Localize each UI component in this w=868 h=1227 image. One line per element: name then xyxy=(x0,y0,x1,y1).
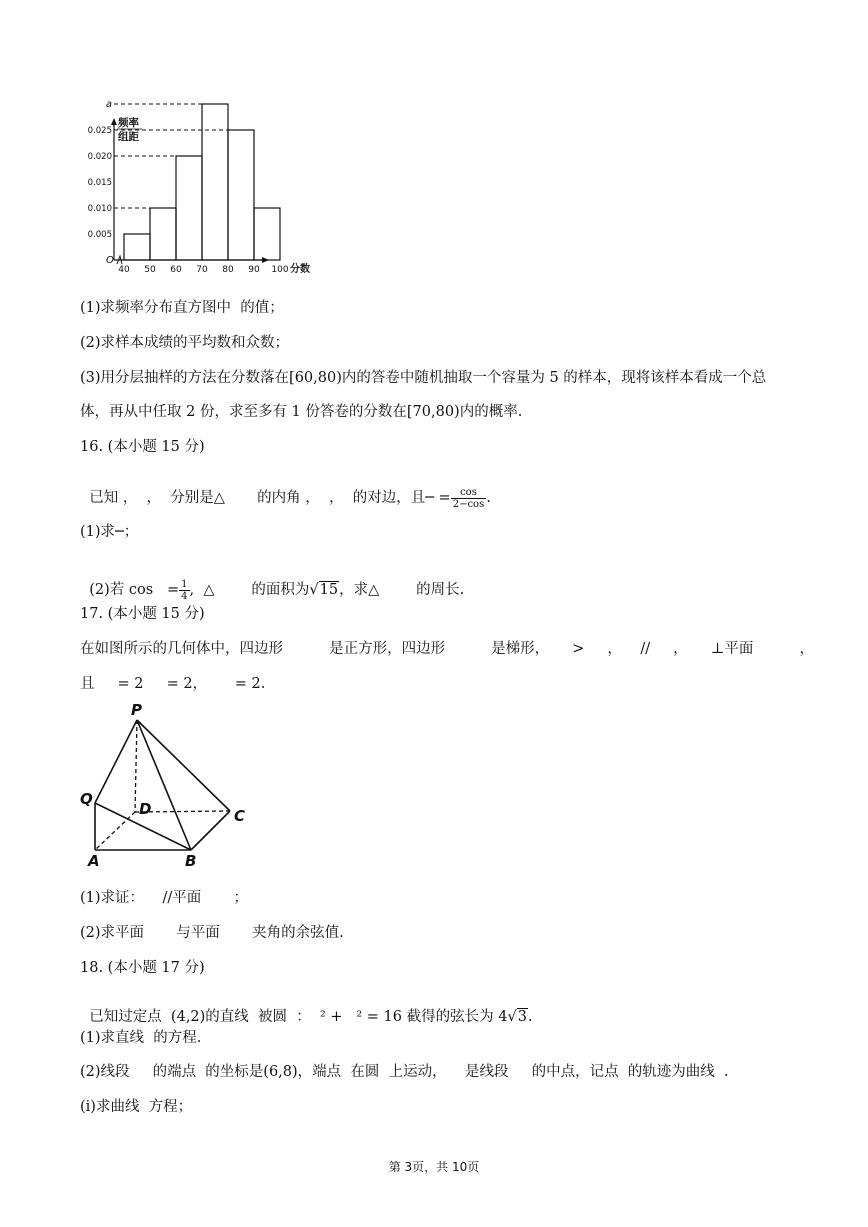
y-tick-label: 0.005 xyxy=(87,230,112,240)
edge-PB xyxy=(137,720,191,850)
page-footer: 第 3页，共 10页 xyxy=(388,1160,480,1174)
frequency-histogram xyxy=(78,99,310,282)
q18-condition-text: 已知过定点 (4,2)的直线 被圆 ： ² + ² = 16 截得的弦长为 4 xyxy=(89,1009,508,1025)
edge-DA-hidden xyxy=(95,812,135,850)
q17-condition1: 在如图所示的几何体中，四边形 是正方形，四边形 是梯形， > ， // ， ⊥平面 ， xyxy=(80,641,814,657)
q15-part3-line1: (3)用分层抽样的方法在分数落在[60,80)内的答卷中随机抽取一个容量为 5 的样本，现将该样本看成一个总 xyxy=(80,370,767,386)
histogram-bar xyxy=(228,130,254,260)
x-tick-label: 70 xyxy=(196,265,208,275)
y-tick-label: 0.025 xyxy=(87,126,112,136)
y-label-bottom: 组距 xyxy=(118,131,139,143)
q16-condition-end: . xyxy=(486,490,491,506)
q17-header: 17. (本小题 15 分) xyxy=(80,606,205,622)
q16-header: 16. (本小题 15 分) xyxy=(80,439,205,455)
q16-part2-fraction xyxy=(179,579,189,602)
vertex-label-C: C xyxy=(234,807,246,825)
q16-part2-text-c: ，求△ 的周长. xyxy=(339,582,465,598)
q16-fraction-den: 2−cos xyxy=(452,498,485,510)
x-tick-label: 60 xyxy=(170,265,182,275)
q16-fraction-num: cos xyxy=(451,487,487,499)
geometry-figure xyxy=(78,700,258,868)
vertex-label-A: A xyxy=(88,852,100,870)
vertex-label-B: B xyxy=(185,852,197,870)
x-tick-label: 80 xyxy=(222,265,234,275)
q18-part1: (1)求直线 的方程. xyxy=(80,1030,202,1046)
vertex-label-P: P xyxy=(131,701,142,719)
histogram-bar xyxy=(124,234,150,260)
q16-condition xyxy=(80,470,491,510)
q17-part1: (1)求证： //平面 ； xyxy=(80,890,249,906)
x-axis-label: 分数 xyxy=(290,264,310,275)
q16-fraction xyxy=(451,487,487,510)
y-tick-label: a xyxy=(105,99,112,110)
q18-part-i: (i)求曲线 方程； xyxy=(80,1099,193,1115)
edge-PD-hidden xyxy=(135,720,137,812)
q18-header: 18. (本小题 17 分) xyxy=(80,960,205,976)
q16-part1: (1)求─； xyxy=(80,524,139,540)
x-tick-label: 100 xyxy=(271,265,289,275)
vertex-label-Q: Q xyxy=(80,790,93,808)
q16-part2-sqrt: 15 xyxy=(319,582,339,598)
q17-condition2: 且 = 2 = 2， = 2. xyxy=(80,676,266,692)
q16-condition-text: 已知 ， ， 分别是△ 的内角 ， ， 的对边，且─ = xyxy=(89,490,451,506)
q16-part2-text-a: (2)若 cos = xyxy=(89,582,180,598)
q18-condition-end: . xyxy=(527,1009,533,1025)
y-tick-label: 0.020 xyxy=(87,152,112,162)
q16-part2-fraction-num: 1 xyxy=(181,578,188,590)
q16-part2: (2)若 cos = $\frac{1}{4}$ , △ 的面积为√15，求△ 的周长. xyxy=(89,578,465,602)
edge-PC xyxy=(137,720,230,811)
edge-BC xyxy=(191,811,230,850)
q16-part2-fraction-den: 4 xyxy=(181,590,188,602)
y-label-top: 频率 xyxy=(118,117,139,129)
origin-label: O xyxy=(106,255,114,266)
histogram-bar xyxy=(150,208,176,260)
q15-part3-line2: 体，再从中任取 2 份，求至多有 1 份答卷的分数在[70,80)内的概率. xyxy=(80,404,523,420)
y-tick-label: 0.015 xyxy=(87,178,112,188)
q15-part2: (2)求样本成绩的平均数和众数； xyxy=(80,335,290,351)
q18-condition: 已知过定点 (4,2)的直线 被圆 ： ² + ² = 16 截得的弦长为 4√3. xyxy=(89,1009,533,1025)
x-tick-label: 50 xyxy=(144,265,156,275)
x-tick-label: 90 xyxy=(248,265,260,275)
histogram-bar xyxy=(202,104,228,260)
q18-condition-sqrt: 3 xyxy=(517,1009,527,1025)
edge-PQ xyxy=(95,720,137,803)
histogram-bar xyxy=(254,208,280,260)
vertex-label-D: D xyxy=(139,800,152,818)
q16-part2-text-b: , △ 的面积为 xyxy=(189,582,310,598)
y-tick-label: 0.010 xyxy=(87,204,112,214)
q17-part2: (2)求平面 与平面 夹角的余弦值. xyxy=(80,925,344,941)
y-axis-arrow xyxy=(111,118,117,125)
x-tick-label: 40 xyxy=(118,265,130,275)
q15-part1: (1)求频率分布直方图中 的值； xyxy=(80,300,284,316)
histogram-bar xyxy=(176,156,202,260)
q18-part2: (2)线段 的端点 的坐标是(6,8)，端点 在圆 上运动， 是线段 的中点，记点 的轨迹为曲线 . xyxy=(80,1064,729,1080)
